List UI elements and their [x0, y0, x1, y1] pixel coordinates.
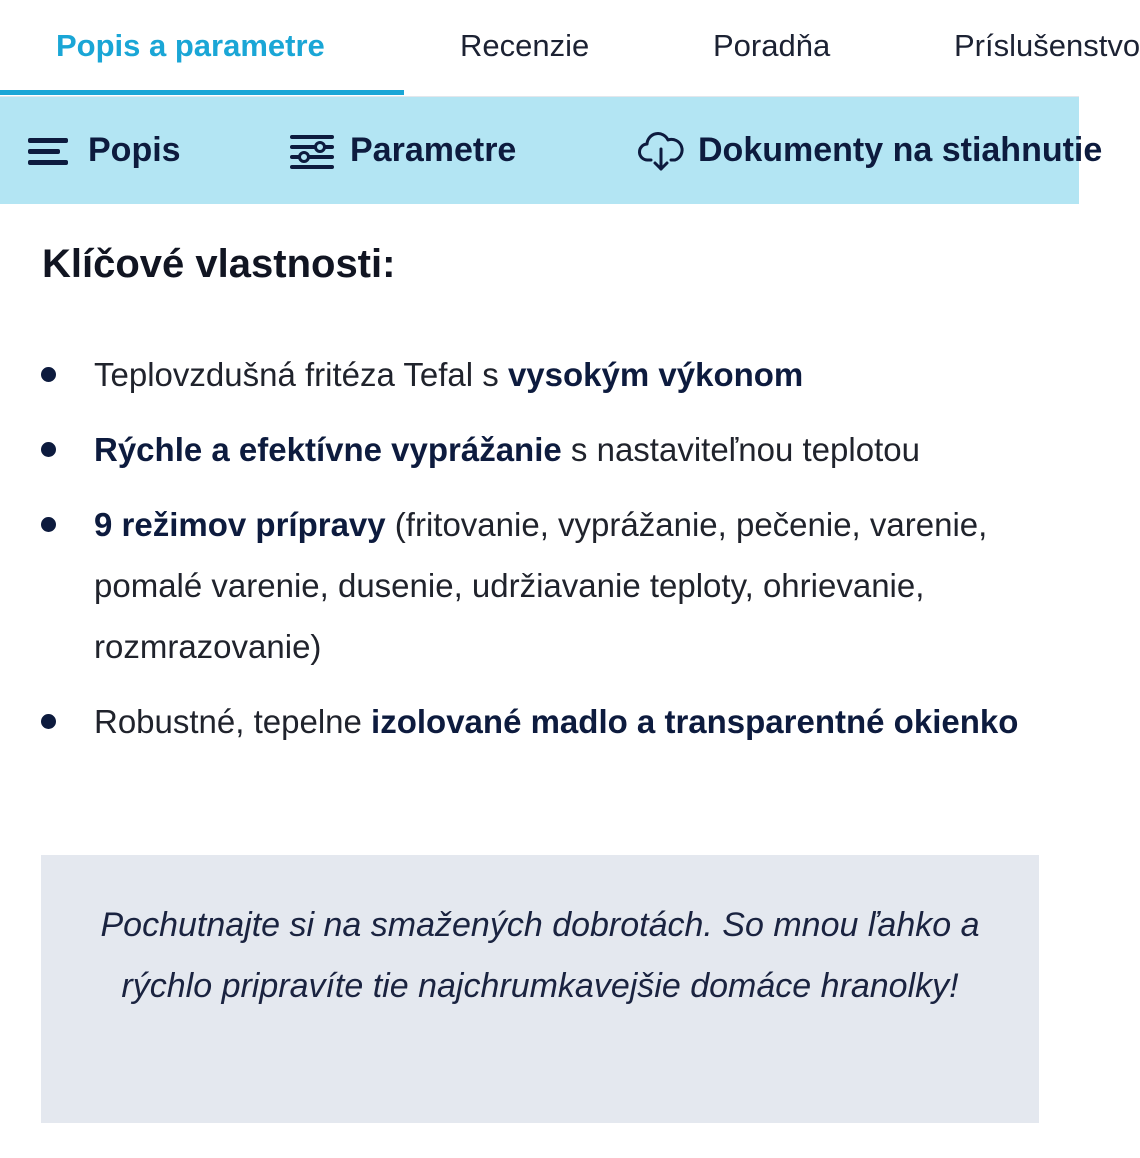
sliders-icon: [290, 131, 336, 171]
subnav-item-label: Dokumenty na stiahnutie: [698, 131, 1103, 169]
subnav-item-dokumenty[interactable]: [638, 97, 1102, 204]
bullet-icon: [41, 442, 56, 457]
cloud-download-icon: [638, 131, 684, 171]
list-item: [0, 691, 1079, 752]
feature-highlight: 9 režimov prípravy: [94, 506, 386, 543]
tab-recenzie[interactable]: Recenzie: [460, 28, 590, 63]
feature-highlight: izolované madlo a transparentné okienko: [371, 703, 1019, 740]
key-features-heading: Klíčové vlastnosti:: [42, 242, 396, 286]
feature-highlight: vysokým výkonom: [507, 356, 804, 393]
tab-poradna[interactable]: Poradňa: [713, 28, 831, 63]
subnav-item-label: Popis: [88, 131, 181, 169]
feature-text: Robustné, tepelne: [94, 703, 372, 740]
quote-box: [41, 855, 1039, 1123]
list-item: [0, 344, 1079, 405]
feature-highlight: Rýchle a efektívne vyprážanie: [94, 431, 562, 468]
feature-text: s nastaviteľnou teplotou: [561, 431, 920, 468]
bullet-icon: [41, 367, 56, 382]
list-icon: [28, 131, 74, 171]
tab-prislusenstvo[interactable]: Príslušenstvo: [954, 28, 1140, 63]
key-features-list: [0, 344, 1079, 766]
bullet-icon: [41, 517, 56, 532]
feature-text: Teplovzdušná fritéza Tefal s: [94, 356, 508, 393]
list-item: [0, 494, 1079, 677]
bullet-icon: [41, 714, 56, 729]
subnav-item-popis[interactable]: [28, 97, 181, 204]
subnav-item-label: Parametre: [350, 131, 517, 169]
quote-text: Pochutnajte si na smažených dobrotách. So mnou ľahko a rýchlo pripravíte tie najchrumkavejšie domáce hranolky!: [100, 906, 980, 1005]
feature-text: (fritovanie, vyprážanie, pečenie, varenie, pomalé varenie, dusenie, udržiavanie teploty, ohrievanie, rozmrazovanie): [94, 506, 988, 665]
active-tab-indicator: [0, 90, 404, 95]
subnav-item-parametre[interactable]: [290, 97, 516, 204]
section-subnav: [0, 97, 1103, 204]
tab-popis-a-parametre[interactable]: Popis a parametre: [56, 28, 325, 63]
list-item: [0, 419, 1079, 480]
product-tabs: [0, 0, 1140, 97]
